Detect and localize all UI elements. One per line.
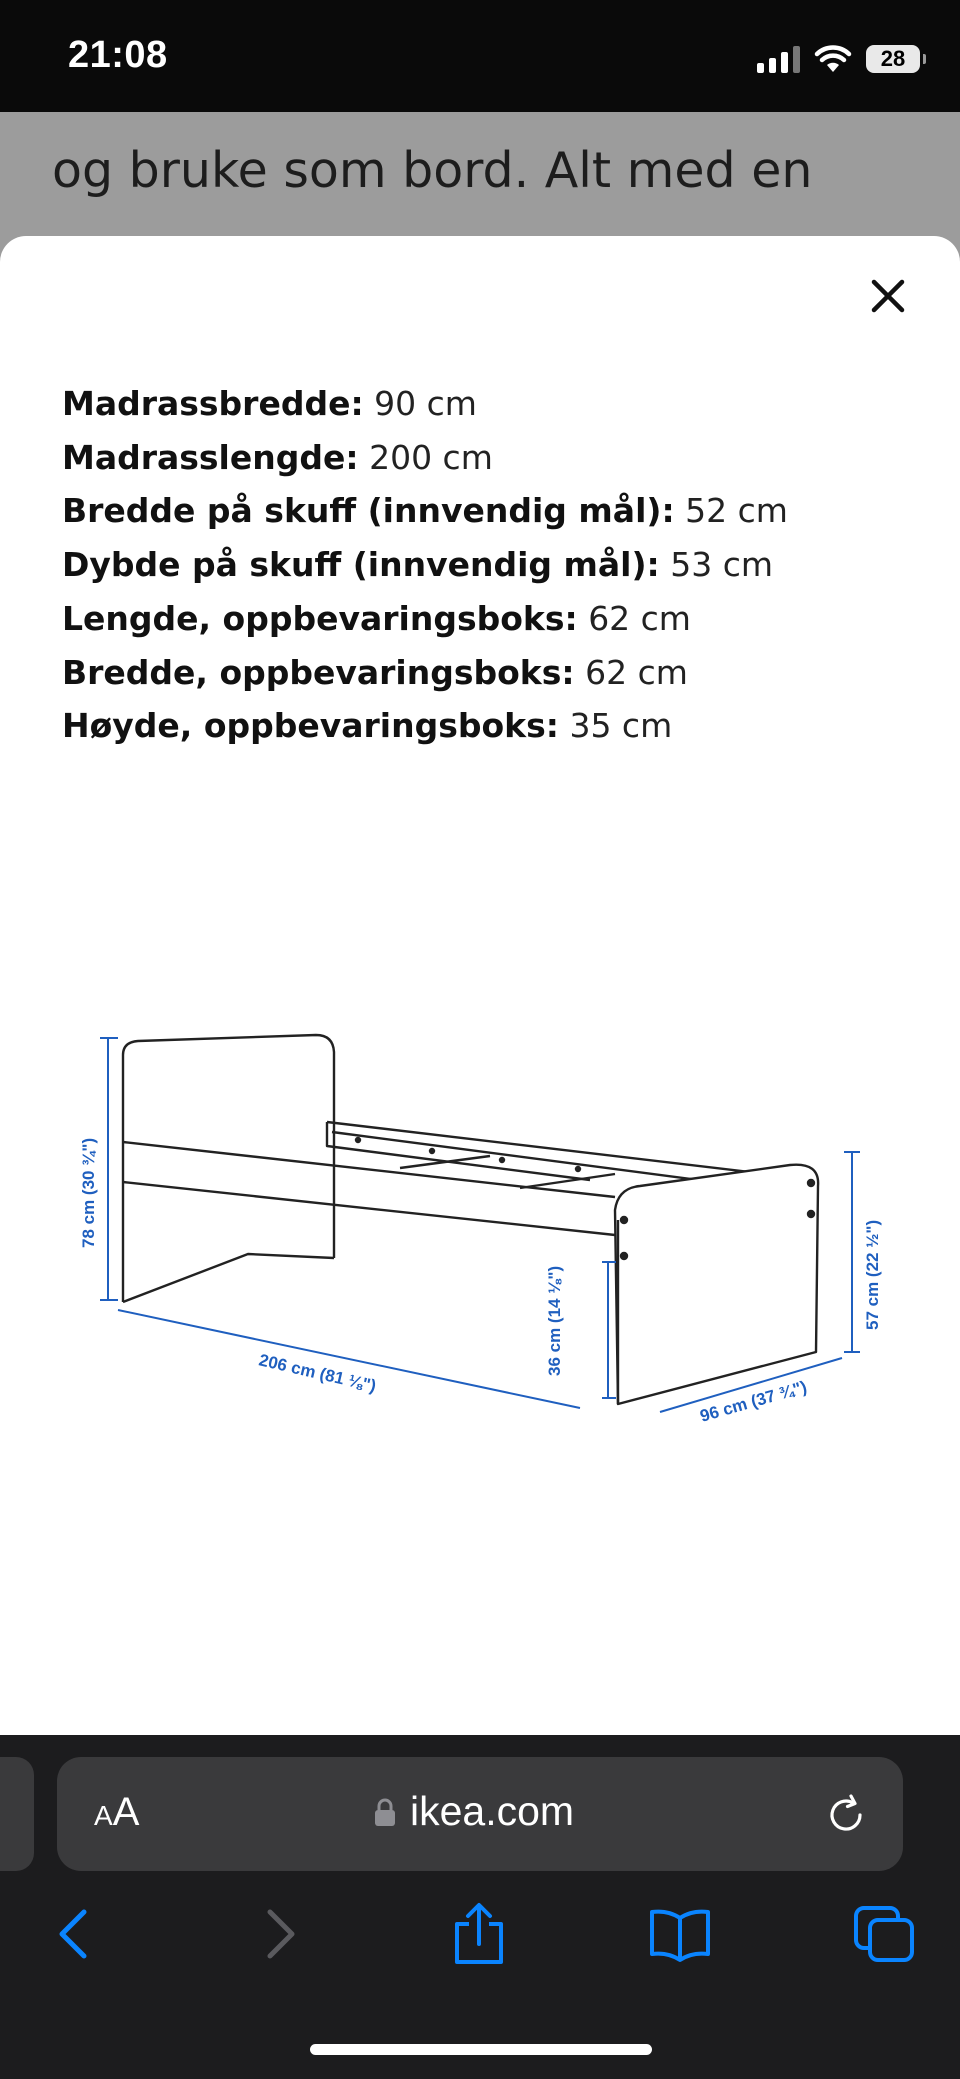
cellular-signal-icon [757, 45, 800, 73]
chevron-right-icon[interactable] [248, 1902, 312, 1966]
spec-row [62, 377, 932, 431]
spec-row [62, 699, 932, 753]
lock-icon [374, 1797, 396, 1827]
spec-row [62, 484, 932, 538]
close-button[interactable] [860, 268, 916, 324]
spec-label: Dybde på skuff (innvendig mål): [62, 545, 660, 585]
spec-label: Lengde, oppbevaringsboks: [62, 598, 578, 638]
battery-icon: 28 [866, 45, 920, 73]
status-icons [757, 42, 920, 76]
tabs-icon[interactable] [852, 1902, 916, 1966]
spec-value: 62 cm [588, 598, 691, 638]
chevron-left-icon[interactable] [42, 1902, 106, 1966]
status-time: 21:08 [68, 34, 168, 76]
spec-list [62, 377, 932, 753]
background-page-text: og bruke som bord. Alt med en [52, 142, 813, 199]
book-icon[interactable] [648, 1902, 712, 1966]
spec-row [62, 538, 932, 592]
bed-drawing [123, 1035, 818, 1404]
share-icon[interactable] [447, 1902, 511, 1966]
length-label: 206 cm (81 ⅛") [257, 1350, 378, 1396]
spec-row [62, 646, 932, 700]
spec-label: Bredde, oppbevaringsboks: [62, 652, 575, 692]
spec-value: 52 cm [685, 491, 788, 531]
width-label: 96 cm (37 ¾") [697, 1377, 809, 1426]
spec-label: Madrasslengde: [62, 437, 359, 477]
previous-tab-preview[interactable] [0, 1757, 34, 1871]
spec-row [62, 592, 932, 646]
wifi-icon [814, 45, 852, 73]
height-total-label: 78 cm (30 ¾") [79, 1137, 98, 1248]
url-text: ikea.com [410, 1788, 575, 1834]
url-field[interactable] [374, 1788, 574, 1835]
spec-value: 90 cm [374, 384, 477, 423]
spec-row [62, 431, 932, 485]
reload-icon[interactable] [822, 1791, 870, 1839]
spec-value: 62 cm [585, 652, 688, 692]
reader-aa-button[interactable]: AA [94, 1790, 140, 1834]
height-foot-label: 57 cm (22 ½") [863, 1219, 882, 1330]
spec-value: 35 cm [569, 706, 673, 746]
status-bar [0, 0, 960, 112]
spec-label: Bredde på skuff (innvendig mål): [62, 491, 675, 531]
spec-value: 200 cm [369, 437, 493, 477]
spec-value: 53 cm [670, 545, 774, 585]
home-indicator [310, 2044, 652, 2055]
height-low-label: 36 cm (14 ⅛") [545, 1265, 564, 1376]
spec-label: Høyde, oppbevaringsboks: [62, 706, 559, 746]
spec-label: Madrassbredde: [62, 384, 364, 423]
bed-dimension-diagram [70, 1030, 910, 1550]
